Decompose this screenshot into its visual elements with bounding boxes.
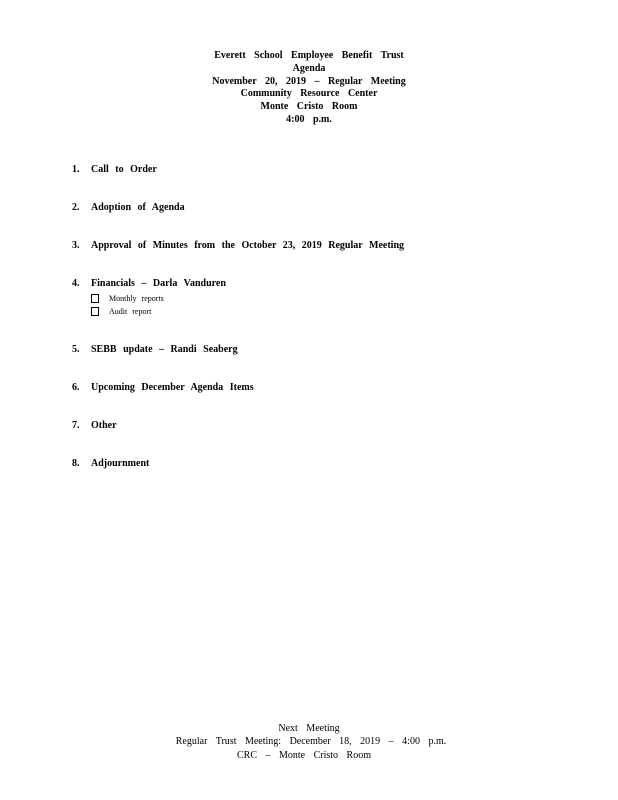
checkbox-square-icon	[91, 294, 99, 303]
meeting-time: 4:00 p.m.	[286, 113, 332, 125]
next-meeting-location: CRC – Monte Cristo Room	[236, 749, 371, 761]
agenda-subitem-text: Monthly reports	[109, 294, 164, 303]
agenda-item-text: Adoption of Agenda	[91, 202, 185, 213]
agenda-item-number: 6.	[72, 382, 80, 393]
agenda-subitem-text: Audit report	[109, 307, 152, 316]
next-meeting-details: Regular Trust Meeting: December 18, 2019 – 4:00 p.m.	[175, 736, 447, 748]
agenda-item-number: 3.	[72, 240, 80, 251]
document-header	[0, 50, 618, 127]
agenda-item-text: SEBB update – Randi Seaberg	[91, 344, 238, 355]
agenda-item-text: Financials – Darla Vanduren	[91, 278, 226, 289]
agenda-item-number: 2.	[72, 202, 80, 213]
agenda-subitem	[91, 305, 572, 318]
agenda-item-text: Call to Order	[91, 164, 157, 175]
agenda-item	[72, 458, 572, 470]
agenda-item-number: 8.	[72, 458, 80, 469]
agenda-item	[72, 240, 572, 252]
agenda-item-number: 5.	[72, 344, 80, 355]
next-meeting-heading: Next Meeting	[278, 723, 340, 734]
document-title: Agenda	[292, 62, 326, 74]
agenda-list	[72, 164, 572, 496]
agenda-item-text: Other	[91, 420, 117, 431]
agenda-item	[72, 278, 572, 318]
agenda-item-number: 4.	[72, 278, 80, 289]
agenda-item-number: 1.	[72, 164, 80, 175]
checkbox-square-icon	[91, 307, 99, 316]
agenda-item	[72, 164, 572, 176]
agenda-subitem	[91, 292, 572, 305]
agenda-subitems	[72, 292, 572, 318]
document-footer	[0, 722, 618, 762]
meeting-location: Community Resource Center	[240, 88, 378, 100]
agenda-item	[72, 202, 572, 214]
agenda-item	[72, 344, 572, 356]
agenda-item-text: Approval of Minutes from the October 23, 2019 Regular Meeting	[91, 240, 405, 251]
agenda-item	[72, 382, 572, 394]
agenda-item-text: Adjournment	[91, 458, 150, 469]
organization-title: Everett School Employee Benefit Trust	[214, 50, 404, 61]
meeting-room: Monte Cristo Room	[260, 101, 358, 113]
agenda-item-number: 7.	[72, 420, 80, 431]
meeting-date: November 20, 2019 – Regular Meeting	[212, 75, 406, 87]
agenda-item	[72, 420, 572, 432]
agenda-item-text: Upcoming December Agenda Items	[91, 382, 254, 393]
